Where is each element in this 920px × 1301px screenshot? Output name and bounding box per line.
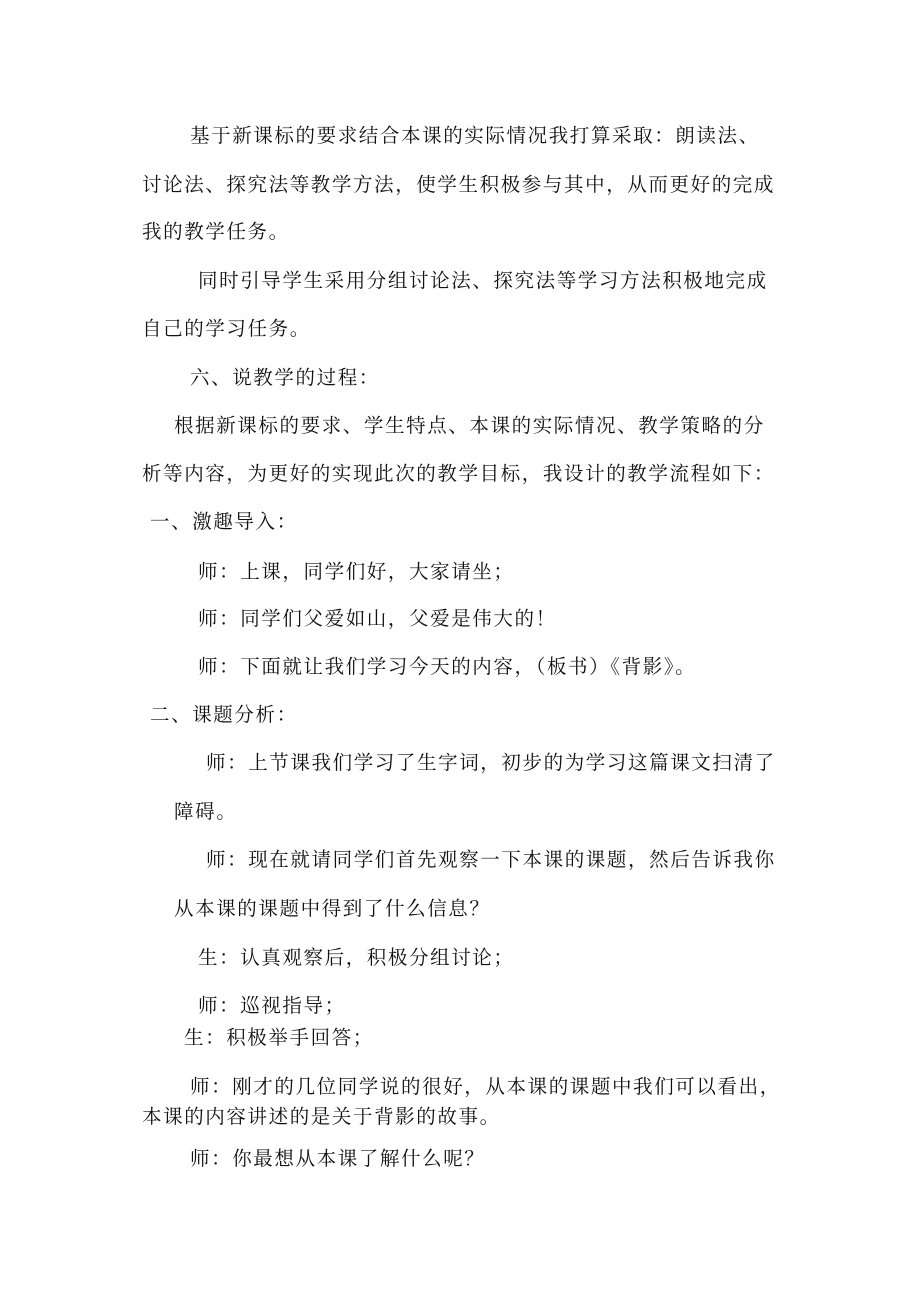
step-two-teacher-1-line-1: 师：上节课我们学习了生字词，初步的为学习这篇课文扫清了 — [206, 751, 776, 774]
step-two-heading: 二、课题分析： — [150, 703, 298, 726]
methods-paragraph-line-3: 我的教学任务。 — [142, 220, 290, 243]
step-two-teacher-2-line-2: 从本课的课题中得到了什么信息？ — [174, 897, 491, 920]
methods-paragraph-line-2: 讨论法、探究法等教学方法，使学生积极参与其中，从而更好的完成 — [142, 173, 776, 196]
step-one-line-1: 师：上课，同学们好，大家请坐； — [198, 560, 515, 583]
step-two-teacher-4-line-2: 本课的内容讲述的是关于背影的故事。 — [142, 1105, 501, 1128]
learning-paragraph-line-2: 自己的学习任务。 — [142, 317, 311, 340]
step-two-student-1: 生：认真观察后，积极分组讨论； — [198, 946, 515, 969]
step-two-teacher-4-line-1: 师：刚才的几位同学说的很好，从本课的课题中我们可以看出， — [190, 1075, 781, 1098]
step-two-student-2: 生：积极举手回答； — [184, 1026, 374, 1049]
learning-paragraph-line-1: 同时引导学生采用分组讨论法、探究法等学习方法积极地完成 — [198, 269, 768, 292]
step-one-line-3: 师：下面就让我们学习今天的内容，（板书）《背影》。 — [198, 655, 697, 678]
methods-paragraph-line-1: 基于新课标的要求结合本课的实际情况我打算采取：朗读法、 — [190, 124, 760, 147]
step-two-teacher-1-line-2: 障碍。 — [174, 800, 238, 823]
process-paragraph-line-2: 析等内容，为更好的实现此次的教学目标，我设计的教学流程如下： — [142, 462, 776, 485]
step-two-teacher-3: 师：巡视指导； — [198, 994, 346, 1017]
step-two-teacher-5: 师：你最想从本课了解什么呢？ — [190, 1147, 486, 1170]
step-one-line-2: 师：同学们父爱如山，父爱是伟大的！ — [198, 607, 557, 630]
section-six-heading: 六、说教学的过程： — [190, 366, 380, 389]
process-paragraph-line-1: 根据新课标的要求、学生特点、本课的实际情况、教学策略的分 — [174, 414, 765, 437]
step-one-heading: 一、激趣导入： — [150, 510, 298, 533]
step-two-teacher-2-line-1: 师：现在就请同学们首先观察一下本课的课题，然后告诉我你 — [206, 848, 776, 871]
